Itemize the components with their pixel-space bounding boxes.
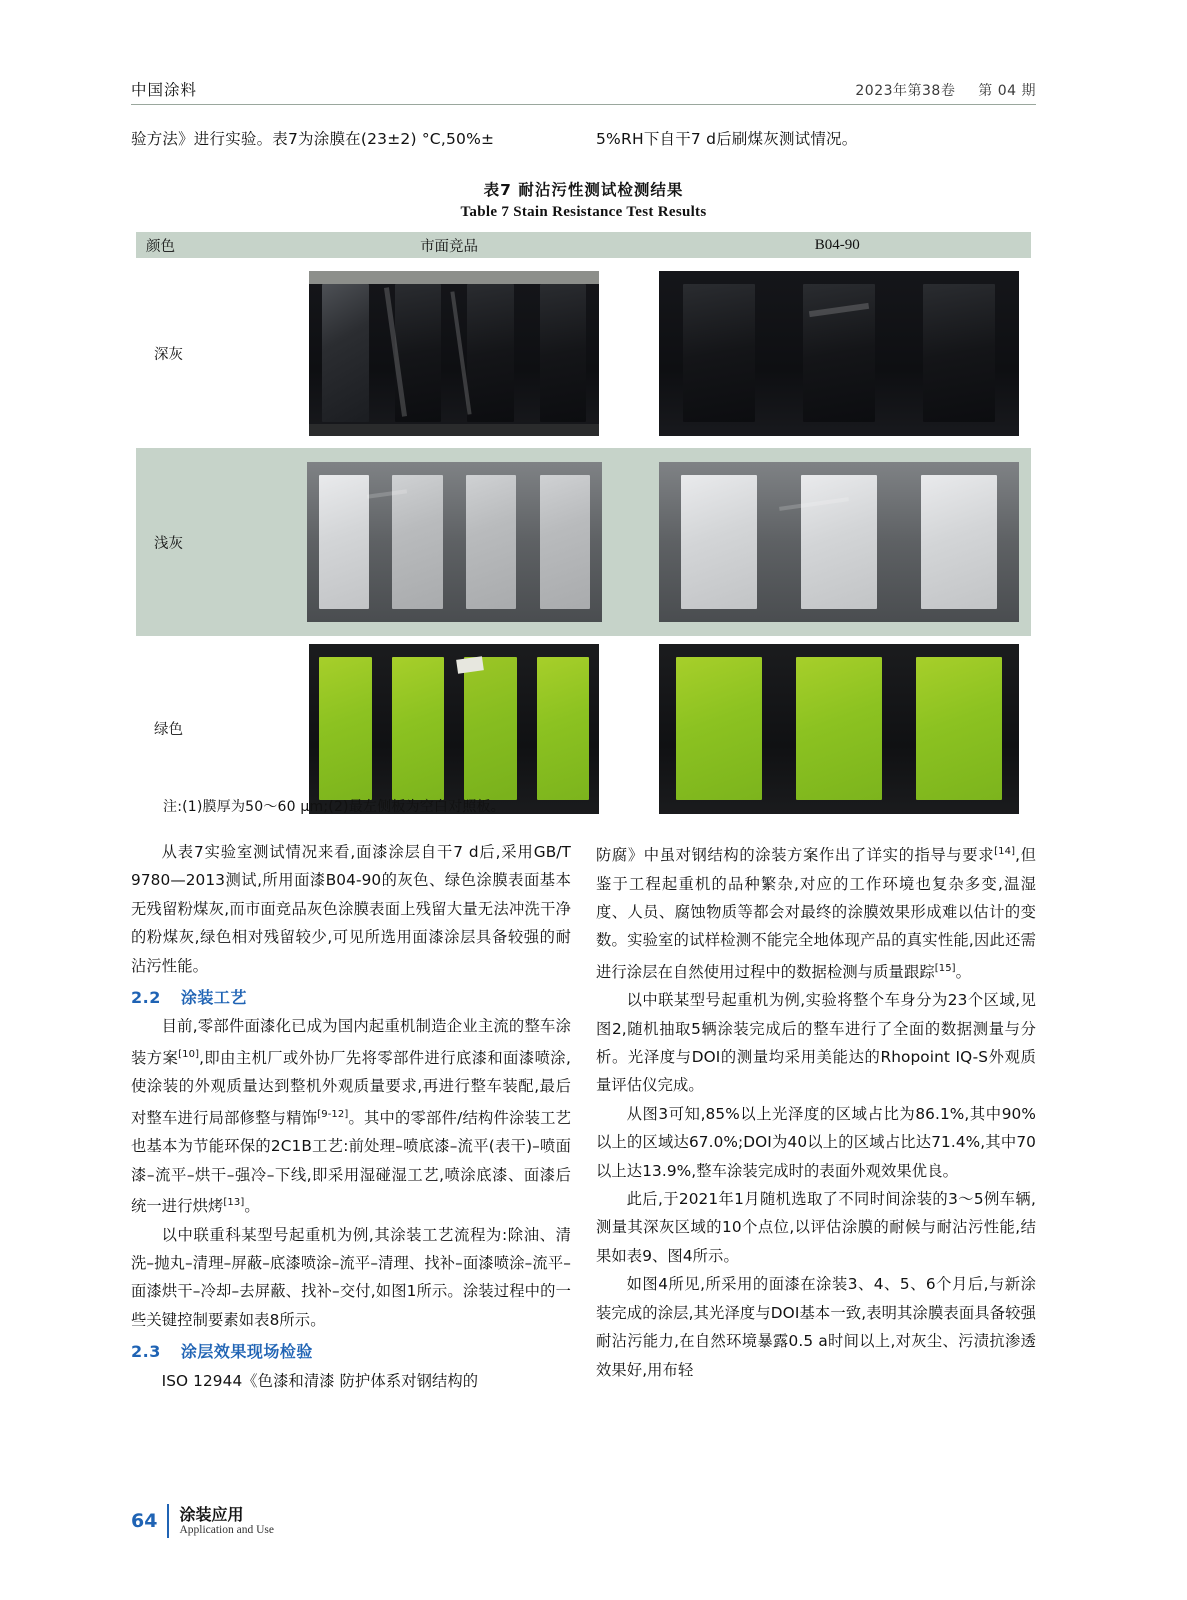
page-footer	[131, 1504, 274, 1538]
row-label-dark-grey: 深灰	[154, 346, 183, 363]
footer-section-cn: 涂装应用	[179, 1504, 244, 1524]
section-number: 2.3	[131, 1342, 161, 1362]
green-b0490-panels-photo	[659, 644, 1019, 814]
table-header-b0490: B04-90	[814, 236, 860, 253]
light-grey-b0490-panels-photo	[659, 462, 1019, 622]
row-label-light-grey: 浅灰	[154, 535, 183, 552]
table-note: 注:(1)膜厚为50～60 μm;(2)最左侧板为空白对照板。	[163, 799, 505, 815]
page-number: 64	[131, 1510, 158, 1532]
paragraph: 从表7实验室测试情况来看,面漆涂层自干7 d后,采用GB/T 9780—2013测试,所用面漆B04-90的灰色、绿色涂膜表面基本无残留粉煤灰,而市面竞品灰色涂膜表面上残留大量无法冲洗干净的粉煤灰,绿色相对残留较少,可见所选用面漆涂层具备较强的耐沾污性能。	[131, 843, 571, 975]
paragraph: 防腐》中虽对钢结构的涂装方案作出了详实的指导与要求[14],但鉴于工程起重机的品种繁杂,对应的工作环境也复杂多变,温湿度、人员、腐蚀物质等都会对最终的涂膜效果形成难以估计的变数。实验室的试样检测不能完全地体现产品的真实性能,因此还需进行涂层在自然使用过程中的数据检测与质量跟踪[15]。	[596, 846, 1036, 981]
paragraph: ISO 12944《色漆和清漆 防护体系对钢结构的	[161, 1371, 479, 1390]
row-label-green: 绿色	[154, 722, 183, 738]
footer-section-en: Application and Use	[179, 1523, 274, 1536]
issue-label: 第 04 期	[978, 83, 1036, 99]
body-column-left	[131, 838, 571, 1395]
cell-green-competitor	[262, 644, 647, 814]
cell-green-b0490	[647, 644, 1031, 814]
table-header-competitor: 市面竞品	[420, 238, 479, 255]
section-heading-2-3	[131, 1338, 571, 1366]
dark-grey-b0490-panels-photo	[659, 271, 1019, 436]
table-caption-cn: 表7 耐沾污性测试检测结果	[483, 181, 684, 199]
table-header-row	[136, 232, 1031, 258]
cell-dark-grey-b0490	[647, 271, 1031, 436]
footer-divider	[167, 1504, 169, 1538]
table-caption	[131, 178, 1036, 221]
header-divider	[131, 104, 1036, 105]
body-columns	[131, 838, 1036, 1395]
paragraph: 以中联重科某型号起重机为例,其涂装工艺流程为:除油、清洗–抛丸–清理–屏蔽–底漆喷涂–流平–清理、找补–面漆喷涂–流平–面漆烘干–冷却–去屏蔽、找补–交付,如图1所示。涂装过程中的一些关键控制要素如表8所示。	[131, 1225, 571, 1329]
cell-light-grey-b0490	[647, 462, 1031, 622]
dark-grey-competitor-panels-photo	[309, 271, 599, 436]
cell-dark-grey-competitor	[262, 271, 647, 436]
table-row	[136, 258, 1031, 448]
paragraph: 从图3可知,85%以上光泽度的区域占比为86.1%,其中90%以上的区域达67.0%;DOI为40以上的区域占比达71.4%,其中70以上达13.9%,整车涂装完成时的表面外观效果优良。	[596, 1104, 1036, 1180]
paragraph: 如图4所见,所采用的面漆在涂装3、4、5、6个月后,与新涂装完成的涂层,其光泽度与DOI基本一致,表明其涂膜表面具备较强耐沾污能力,在自然环境暴露0.5 a时间以上,对灰尘、污渍抗渗透效果好,用布轻	[596, 1275, 1036, 1379]
continuing-paragraph-right: 5%RH下自干7 d后刷煤灰测试情况。	[596, 130, 858, 148]
paragraph: 此后,于2021年1月随机选取了不同时间涂装的3～5例车辆,测量其深灰区域的10个点位,以评估涂膜的耐候与耐沾污性能,结果如表9、图4所示。	[596, 1190, 1036, 1265]
paragraph: 以中联某型号起重机为例,实验将整个车身分为23个区域,见图2,随机抽取5辆涂装完成后的整车进行了全面的数据测量与分析。光泽度与DOI的测量均采用美能达的Rhopoint IQ-S外观质量评估仪完成。	[596, 991, 1036, 1095]
continuing-paragraph	[131, 126, 1036, 152]
table-row	[136, 448, 1031, 636]
table-row	[136, 636, 1031, 821]
table-caption-en: Table 7 Stain Resistance Test Results	[460, 204, 707, 220]
page-header	[131, 78, 1036, 100]
section-number: 2.2	[131, 988, 161, 1008]
continuing-paragraph-left: 验方法》进行实验。表7为涂膜在(23±2) °C,50%±	[131, 130, 495, 148]
section-title: 涂层效果现场检验	[180, 1342, 313, 1362]
cell-light-grey-competitor	[262, 462, 647, 622]
volume-label: 2023年第38卷	[855, 83, 956, 99]
section-heading-2-2	[131, 984, 571, 1012]
green-competitor-panels-photo	[309, 644, 599, 814]
stain-resistance-table	[136, 232, 1031, 821]
paragraph: 目前,零部件面漆化已成为国内起重机制造企业主流的整车涂装方案[10],即由主机厂或外协厂先将零部件进行底漆和面漆喷涂,使涂装的外观质量达到整机外观质量要求,再进行整车装配,最后对整车进行局部修整与精饰[9-12]。其中的零部件/结构件涂装工艺也基本为节能环保的2C1B工艺:前处理–喷底漆–流平(表干)–喷面漆–流平–烘干–强冷–下线,即采用湿碰湿工艺,喷涂底漆、面漆后统一进行烘烤[13]。	[131, 1017, 572, 1216]
journal-name: 中国涂料	[131, 81, 198, 99]
table-header-color: 颜色	[146, 238, 175, 255]
body-column-right	[596, 838, 1036, 1395]
issue-info	[855, 80, 1036, 100]
section-title: 涂装工艺	[180, 988, 247, 1008]
light-grey-competitor-panels-photo	[307, 462, 602, 622]
